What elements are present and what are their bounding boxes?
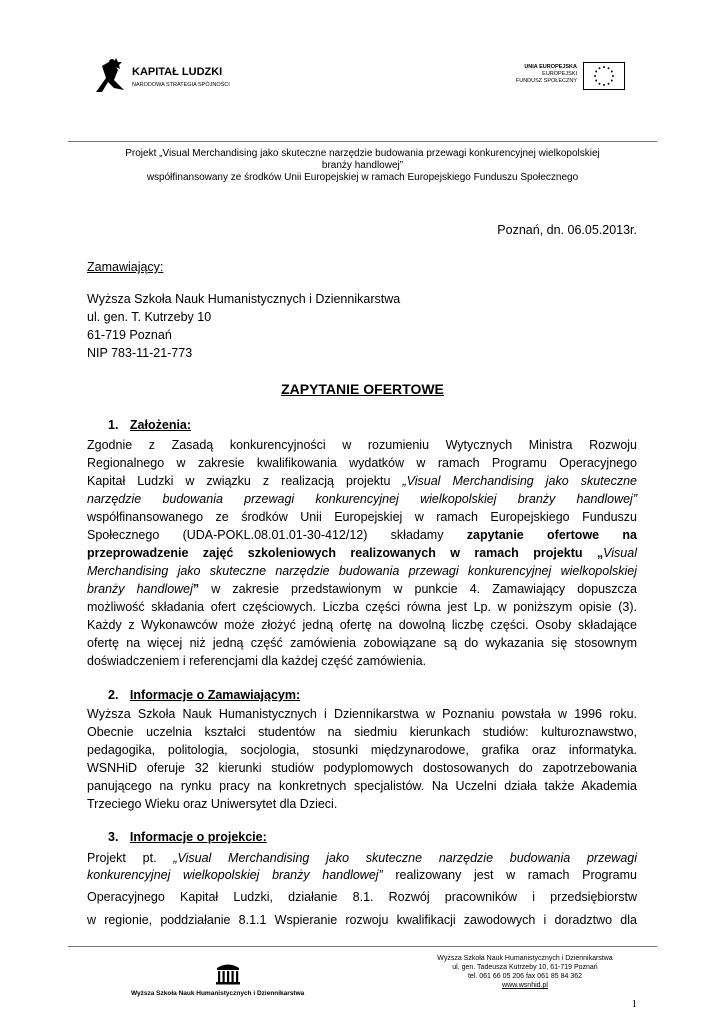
s1-line: współfinansowanego ze środków Unii Europejskiej w ramach Europejskiego Funduszu bbox=[87, 510, 637, 524]
s1-line bbox=[87, 526, 637, 544]
section3-heading bbox=[108, 830, 267, 844]
section3-num: 3. bbox=[108, 830, 119, 844]
section1-title: Założenia: bbox=[129, 418, 192, 432]
s1-line: Każdy z Wykonawców może złożyć jedną ofertę na dowolną liczbę części. Osoby składające bbox=[87, 618, 637, 632]
footer-contact bbox=[395, 954, 655, 990]
eu-logo-text bbox=[505, 64, 577, 85]
s1-line: ofertę na więcej niż jedną część zamówienia zobowiązane są do wykazania się stosownym bbox=[87, 636, 637, 650]
footer-university-name: Wyższa Szkoła Nauk Humanistycznych i Dziennikarstwa bbox=[131, 990, 305, 997]
eu-line2: EUROPEJSKI bbox=[542, 71, 577, 77]
s1-l9c: w zakresie przedstawionym w punkcie 4. Zamawiający dopuszcza bbox=[199, 582, 637, 596]
orderer-nip: NIP 783-11-21-773 bbox=[87, 346, 193, 360]
s2-line: panującego na rynku pracy na konkretnych specjalistów. Na Uczelni działa także Akademia bbox=[87, 779, 637, 793]
project-line2: branży handlowej” bbox=[321, 160, 404, 171]
footer-r3: tel. 061 66 05 206 fax 061 85 84 362 bbox=[467, 973, 583, 980]
section2-title: Informacje o Zamawiającym: bbox=[129, 688, 301, 702]
s3-l1b: „Visual Merchandising jako skuteczne narzędzie budowania przewagi bbox=[173, 851, 638, 865]
section3-title: Informacje o projekcie: bbox=[129, 830, 267, 844]
s2-line: WSNHiD oferuje 32 kierunki studiów podyplomowych dostosowanych do zapotrzebowania bbox=[87, 761, 637, 775]
s1-line: Zgodnie z Zasadą konkurencyjności w rozumieniu Wytycznych Ministra Rozwoju bbox=[87, 438, 637, 452]
s1-l6a: Społecznego (UDA-POKL.08.01.01-30-412/12) składamy bbox=[87, 528, 444, 542]
orderer-name: Wyższa Szkoła Nauk Humanistycznych i Dziennikarstwa bbox=[87, 292, 401, 306]
section1-num: 1. bbox=[108, 418, 119, 432]
logo-title: KAPITAŁ LUDZKI bbox=[132, 66, 223, 78]
header-rule bbox=[68, 141, 657, 142]
page-title: ZAPYTANIE OFERTOWE bbox=[281, 381, 444, 397]
orderer-block bbox=[87, 290, 400, 362]
s2-line: pedagogika, politologia, socjologia, stosunki międzynarodowe, grafika oraz informatyka. bbox=[87, 743, 637, 757]
s3-line: w regionie, poddziałanie 8.1.1 Wspieranie rozwoju kwalifikacji zawodowych i doradztwo dla bbox=[87, 913, 637, 927]
s3-line bbox=[87, 866, 637, 884]
s1-l3b: „Visual Merchandising jako skuteczne bbox=[402, 474, 637, 488]
s1-line: możliwość składania ofert częściowych. Liczba części równa jest Lp. w poniższym opisie (3). bbox=[87, 600, 637, 614]
s1-line bbox=[87, 580, 637, 598]
footer-rule bbox=[68, 946, 657, 947]
s2-line: Trzeciego Wieku oraz Uniwersytet dla Dzieci. bbox=[87, 797, 338, 811]
section2-heading bbox=[108, 688, 300, 702]
s3-l2b: realizowany jest w ramach Programu bbox=[382, 868, 637, 882]
footer-website-link[interactable]: www.wsnhid.pl bbox=[502, 982, 548, 989]
section1-heading bbox=[108, 418, 191, 432]
eu-logo bbox=[505, 62, 625, 92]
s3-line: Operacyjnego Kapitał Ludzki, działanie 8.1. Rozwój pracowników i przedsiębiorstw bbox=[87, 890, 637, 904]
s1-line: Merchandising jako skuteczne narzędzie budowania przewagi konkurencyjnej wielkopolskiej bbox=[87, 564, 637, 578]
s1-l7a: przeprowadzenie zajęć szkoleniowych realizowanych w ramach projektu „ bbox=[87, 546, 604, 560]
section2-num: 2. bbox=[108, 688, 119, 702]
s1-line: Regionalnego w zakresie kwalifikowania wydatków w ramach Programu Operacyjnego bbox=[87, 456, 637, 470]
s1-l9a: branży handlowej bbox=[87, 582, 193, 596]
s3-l2a: konkurencyjnej wielkopolskiej branży handlowej” bbox=[87, 868, 383, 882]
university-building-icon bbox=[215, 963, 241, 985]
s1-l7b: Visual bbox=[603, 546, 637, 560]
orderer-street: ul. gen. T. Kutrzeby 10 bbox=[87, 310, 212, 324]
kapital-ludzki-icon bbox=[92, 56, 128, 94]
orderer-label: Zamawiający: bbox=[87, 260, 164, 274]
orderer-city: 61-719 Poznań bbox=[87, 328, 172, 342]
s3-line bbox=[87, 849, 637, 867]
project-line3: współfinansowany ze środków Unii Europejskiej w ramach Europejskiego Funduszu Społecznego bbox=[146, 172, 579, 183]
kapital-ludzki-logo bbox=[92, 56, 252, 96]
s1-line: doświadczeniem i referencjami dla każdej część zamówienia. bbox=[87, 654, 427, 668]
s3-l1a: Projekt pt. bbox=[87, 851, 157, 865]
page-number: 1 bbox=[631, 998, 637, 1010]
s1-l6b: zapytanie ofertowe na bbox=[466, 528, 637, 542]
eu-flag-icon bbox=[583, 62, 625, 90]
project-header bbox=[90, 148, 635, 184]
s1-line bbox=[87, 472, 637, 490]
s2-line: Obecnie uczelnia kształci studentów na siedmiu kierunkach studiów: kulturoznawstwo, bbox=[87, 725, 637, 739]
logo-subtitle: NARODOWA STRATEGIA SPÓJNOŚCI bbox=[132, 82, 230, 88]
s1-l3a: Kapitał Ludzki w związku z realizacją projektu bbox=[87, 474, 391, 488]
s1-line bbox=[87, 544, 637, 562]
s1-line: narzędzie budowania przewagi konkurencyjnej wielkopolskiej branży handlowej” bbox=[87, 492, 637, 506]
footer-r1: Wyższa Szkoła Nauk Humanistycznych i Dziennikarstwa bbox=[437, 955, 613, 962]
s1-l9b: ” bbox=[192, 582, 200, 596]
eu-line3: FUNDUSZ SPOŁECZNY bbox=[515, 78, 577, 84]
s2-line: Wyższa Szkoła Nauk Humanistycznych i Dziennikarstwa w Poznaniu powstała w 1996 roku. bbox=[87, 707, 637, 721]
eu-line1: UNIA EUROPEJSKA bbox=[524, 64, 577, 70]
document-date: Poznań, dn. 06.05.2013r. bbox=[497, 223, 637, 237]
project-line1: Projekt „Visual Merchandising jako skuteczne narzędzie budowania przewagi konkurencyjnej wielkopolskiej bbox=[125, 148, 600, 159]
footer-r2: ul. gen. Tadeusza Kutrzeby 10, 61-719 Poznań bbox=[452, 964, 598, 971]
